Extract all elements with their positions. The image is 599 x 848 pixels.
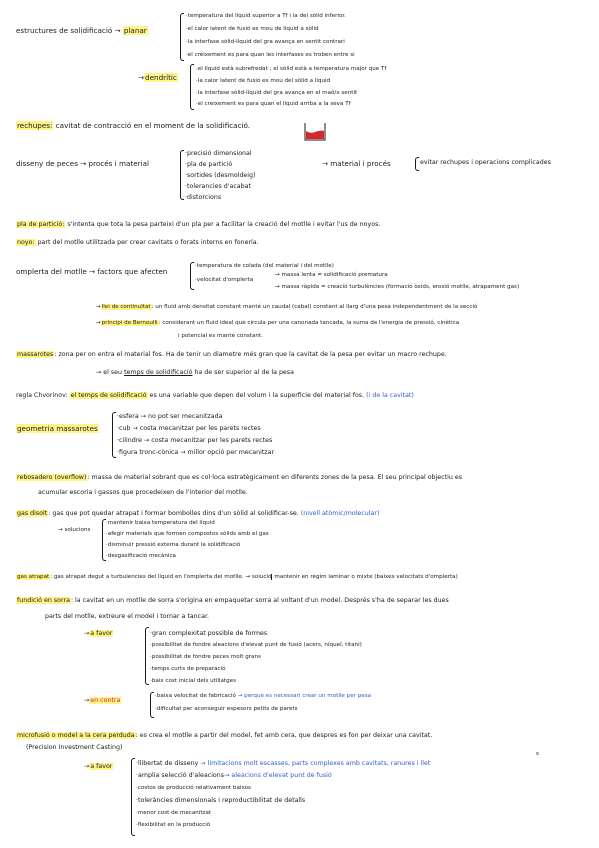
pla-particio-line: pla de partició: s'intenta que tota la pesa parteixi d'un pla per a facilitar la creació del motlle i evitar l'us de noyos. — [17, 221, 381, 228]
sorra-favor-item: ·baix cost inicial dels utillatges — [150, 678, 236, 684]
sorra-contra-label: →en contra — [84, 697, 121, 704]
geometria-brace — [112, 412, 116, 458]
rechupes-term: rechupes: — [17, 121, 53, 130]
dendritic-label: dendrític — [145, 73, 177, 82]
solucions-item: ·afegir materials que formen compostos sòlids amb el gas — [106, 531, 269, 537]
dendritic-item: ·la calor latent de fusió es mou del sòlid a líquid — [196, 78, 331, 84]
solucions-item: ·disminuir pressió externa durant la solidificació — [106, 542, 241, 548]
sorra-contra-brace — [150, 692, 154, 718]
llei-continuitat: →llei de continuïtat: un fluid amb densitat constant manté un caudal (cabal) constant al llarg d'una pesa independentment de la secció — [96, 304, 478, 310]
massarotes-term: massarotes — [17, 351, 54, 358]
bernoulli-cont: i potencial es manté constant. — [178, 333, 263, 339]
microfusio-tiny: s — [536, 751, 539, 757]
omplerta-brace — [190, 262, 194, 290]
sorra-favor-item: ·temps curts de preparació — [150, 666, 226, 672]
dendritic-row: →dendrític — [138, 73, 177, 82]
omplerta-root: omplerta del motlle → factors que afecten — [16, 267, 168, 276]
geometria-item: ·cub → costa mecanitzar per les parets rectes — [117, 425, 261, 432]
dendritic-brace — [190, 64, 194, 110]
geometria-term: geometria massarotes — [17, 424, 98, 433]
pla-particio-term: pla de partició: — [17, 221, 65, 228]
disseny-root: disseny de peces → procés i material — [16, 159, 149, 168]
massarotes-sub: → el seu temps de solidificació ha de ser superior al de la pesa — [96, 369, 294, 376]
cavity-icon — [304, 122, 326, 142]
planar-item: ·temperatura del líquid superior a Tf i la del sòlid inferior. — [186, 13, 346, 19]
massarotes-line: massarotes: zona per on entra el material fos. Ha de tenir un diametre més gran que la cavitat de la pesa per evitar un macro rechupe. — [17, 351, 447, 358]
microfusio-favor-brace — [131, 758, 135, 836]
disseny-item: ·tolerancies d'acabat — [185, 183, 251, 190]
disseny-item: ·pla de partició — [185, 161, 233, 168]
sorra-contra-item: ·baixa velocitat de fabricació → perquè es necessari crear un motlle per pesa — [155, 693, 372, 699]
massa-rapida: → massa ràpida = creació turbulències (formació òxids, erosió motlle, atrapament gas) — [275, 284, 520, 290]
sorra-favor-brace — [145, 627, 149, 685]
gas-atrapat-line: gas atrapat: gas atrapat degut a turbulencies del líquid en l'omplerta del motlle. → solució mantenir en règim laminar o mixte (baixes velocitats d'omplerta) — [17, 574, 458, 580]
chvorinov-line: regla Chvorinov: el temps de solidificació es una variable que depen del volum i la superficie del material fos. (i de la cavitat) — [16, 392, 414, 399]
solucions-item: ·mantenir baixa temperatura del líquid — [106, 520, 215, 526]
planar-brace — [180, 13, 184, 61]
disseny-right-note: evitar rechupes i operacions complicades — [420, 159, 551, 166]
microfusio-item: ·costos de producció relativament baixos — [136, 785, 251, 791]
omplerta-item: ·temperatura de colada (del material i del motlle) — [195, 263, 334, 269]
sorra-contra-item: ·dificultat per aconseguir espesors petits de parets — [155, 706, 298, 712]
rebosadero-cont: acumular escoria i gassos que procedeixen de l'interior del motlle. — [38, 489, 248, 496]
disseny-item: ·distorcions — [185, 194, 222, 201]
geometria-item: ·cilindre → costa mecanitzar per les parets rectes — [117, 437, 273, 444]
disseny-item: ·precisió dimensional — [185, 150, 252, 157]
noyo-line: noyo: part del motlle utilitzada per crear cavitats o forats interns en fonería. — [17, 239, 259, 246]
principi-bernoulli: →principi de Bernoulli: considerant un fluid ideal que circula per una canonada tancada, la suma de l'energia de pressió, cinètica — [96, 320, 460, 326]
sorra-favor-label: →a favor — [84, 630, 113, 637]
rebosadero-line: rebosadero (overflow): massa de material sobrant que es col·loca estratègicament en diferents zones de la pesa. El seu principal objectiu es — [17, 474, 463, 481]
planar-label: planar — [123, 26, 147, 35]
sorra-cont: parts del motlle, extreure el model i tornar a tancar. — [45, 613, 209, 620]
massa-lenta: → massa lenta = solidificació prematura — [275, 272, 388, 278]
disseny-brace — [180, 150, 184, 200]
solidification-root: estructures de solidificació → planar — [16, 26, 147, 35]
planar-item: ·el creixement es para quan les interfases es troben entre si — [186, 52, 355, 58]
disseny-right: → material i procés — [322, 159, 391, 168]
dendritic-item: ·el líquid està subrefredat ; el sòlid està a temperatura major que Tf — [196, 66, 387, 72]
microfusio-sub: (Precision Investment Casting) — [26, 744, 123, 751]
microfusio-favor-label: →a favor — [84, 763, 113, 770]
geometria-item: ·figura tronc-cònica → millor opció per mecanitzar — [117, 449, 275, 456]
microfusio-item: ·llibertat de disseny → limitacions molt escasses, parts complexes amb cavitats, ranures i llet — [136, 760, 431, 767]
disseny-item: ·sortides (desmoldeig) — [185, 172, 256, 179]
sorra-line: fundició en sorra: la cavitat en un motlle de sorra s'origina en empaquetar sorra al voltant d'un model. Després s'ha de separar les dues — [17, 597, 449, 604]
planar-item: ·el calor latent de fusió es mou de líquid a sòlid — [186, 26, 319, 32]
dendritic-item: ·el creixement es para quan el líquid arriba a la seva Tf — [196, 101, 351, 107]
microfusio-line: microfusió o model a la cera perduda: es crea el motlle a partir del model, fet amb cera, que despres es fon per deixar una cavitat. — [17, 732, 433, 739]
geometria-item: ·esfera → no pot ser mecanitzada — [117, 413, 223, 420]
solucions-label: → solucions — [58, 527, 91, 533]
sorra-favor-item: ·possibilitat de fondre peces molt grans — [150, 654, 261, 660]
planar-item: ·la interfase sòlid-líquid del gra avança en sentit contrari — [186, 39, 345, 45]
solucions-item: ·desgasificació mecànica — [106, 553, 176, 559]
microfusio-item: ·flexibilitat en la producció — [136, 822, 211, 828]
omplerta-item: ·velocitat d'omplerta — [195, 277, 254, 283]
disseny-right-brace — [415, 157, 419, 171]
sorra-favor-item: ·gran complexitat possible de formes — [150, 630, 268, 637]
microfusio-item: ·toleràncies dimensionals i reproductibilitat de detalls — [136, 797, 306, 804]
microfusio-item: ·menor cost de mecanitzat — [136, 810, 212, 816]
microfusio-item: ·amplia selecció d'aleacions→ aleacions d'elevat punt de fusió — [136, 772, 332, 779]
dendritic-item: ·la interfase sòlid-líquid del gra avança en el maó/x sentit — [196, 90, 358, 96]
rechupes-line: rechupes: cavitat de contracció en el moment de la solidificació. — [17, 121, 251, 130]
noyo-term: noyo: — [17, 239, 35, 246]
gas-disolt-line: gas disolt: gas que pot quedar atrapat i formar bombolles dins d'un sòlid al solidificar-se. (nivell atòmic/molecular) — [17, 510, 380, 517]
sorra-favor-item: ·possibilitat de fondre aleacions d'elevat punt de fusió (acers, níquel, titani) — [150, 642, 362, 648]
